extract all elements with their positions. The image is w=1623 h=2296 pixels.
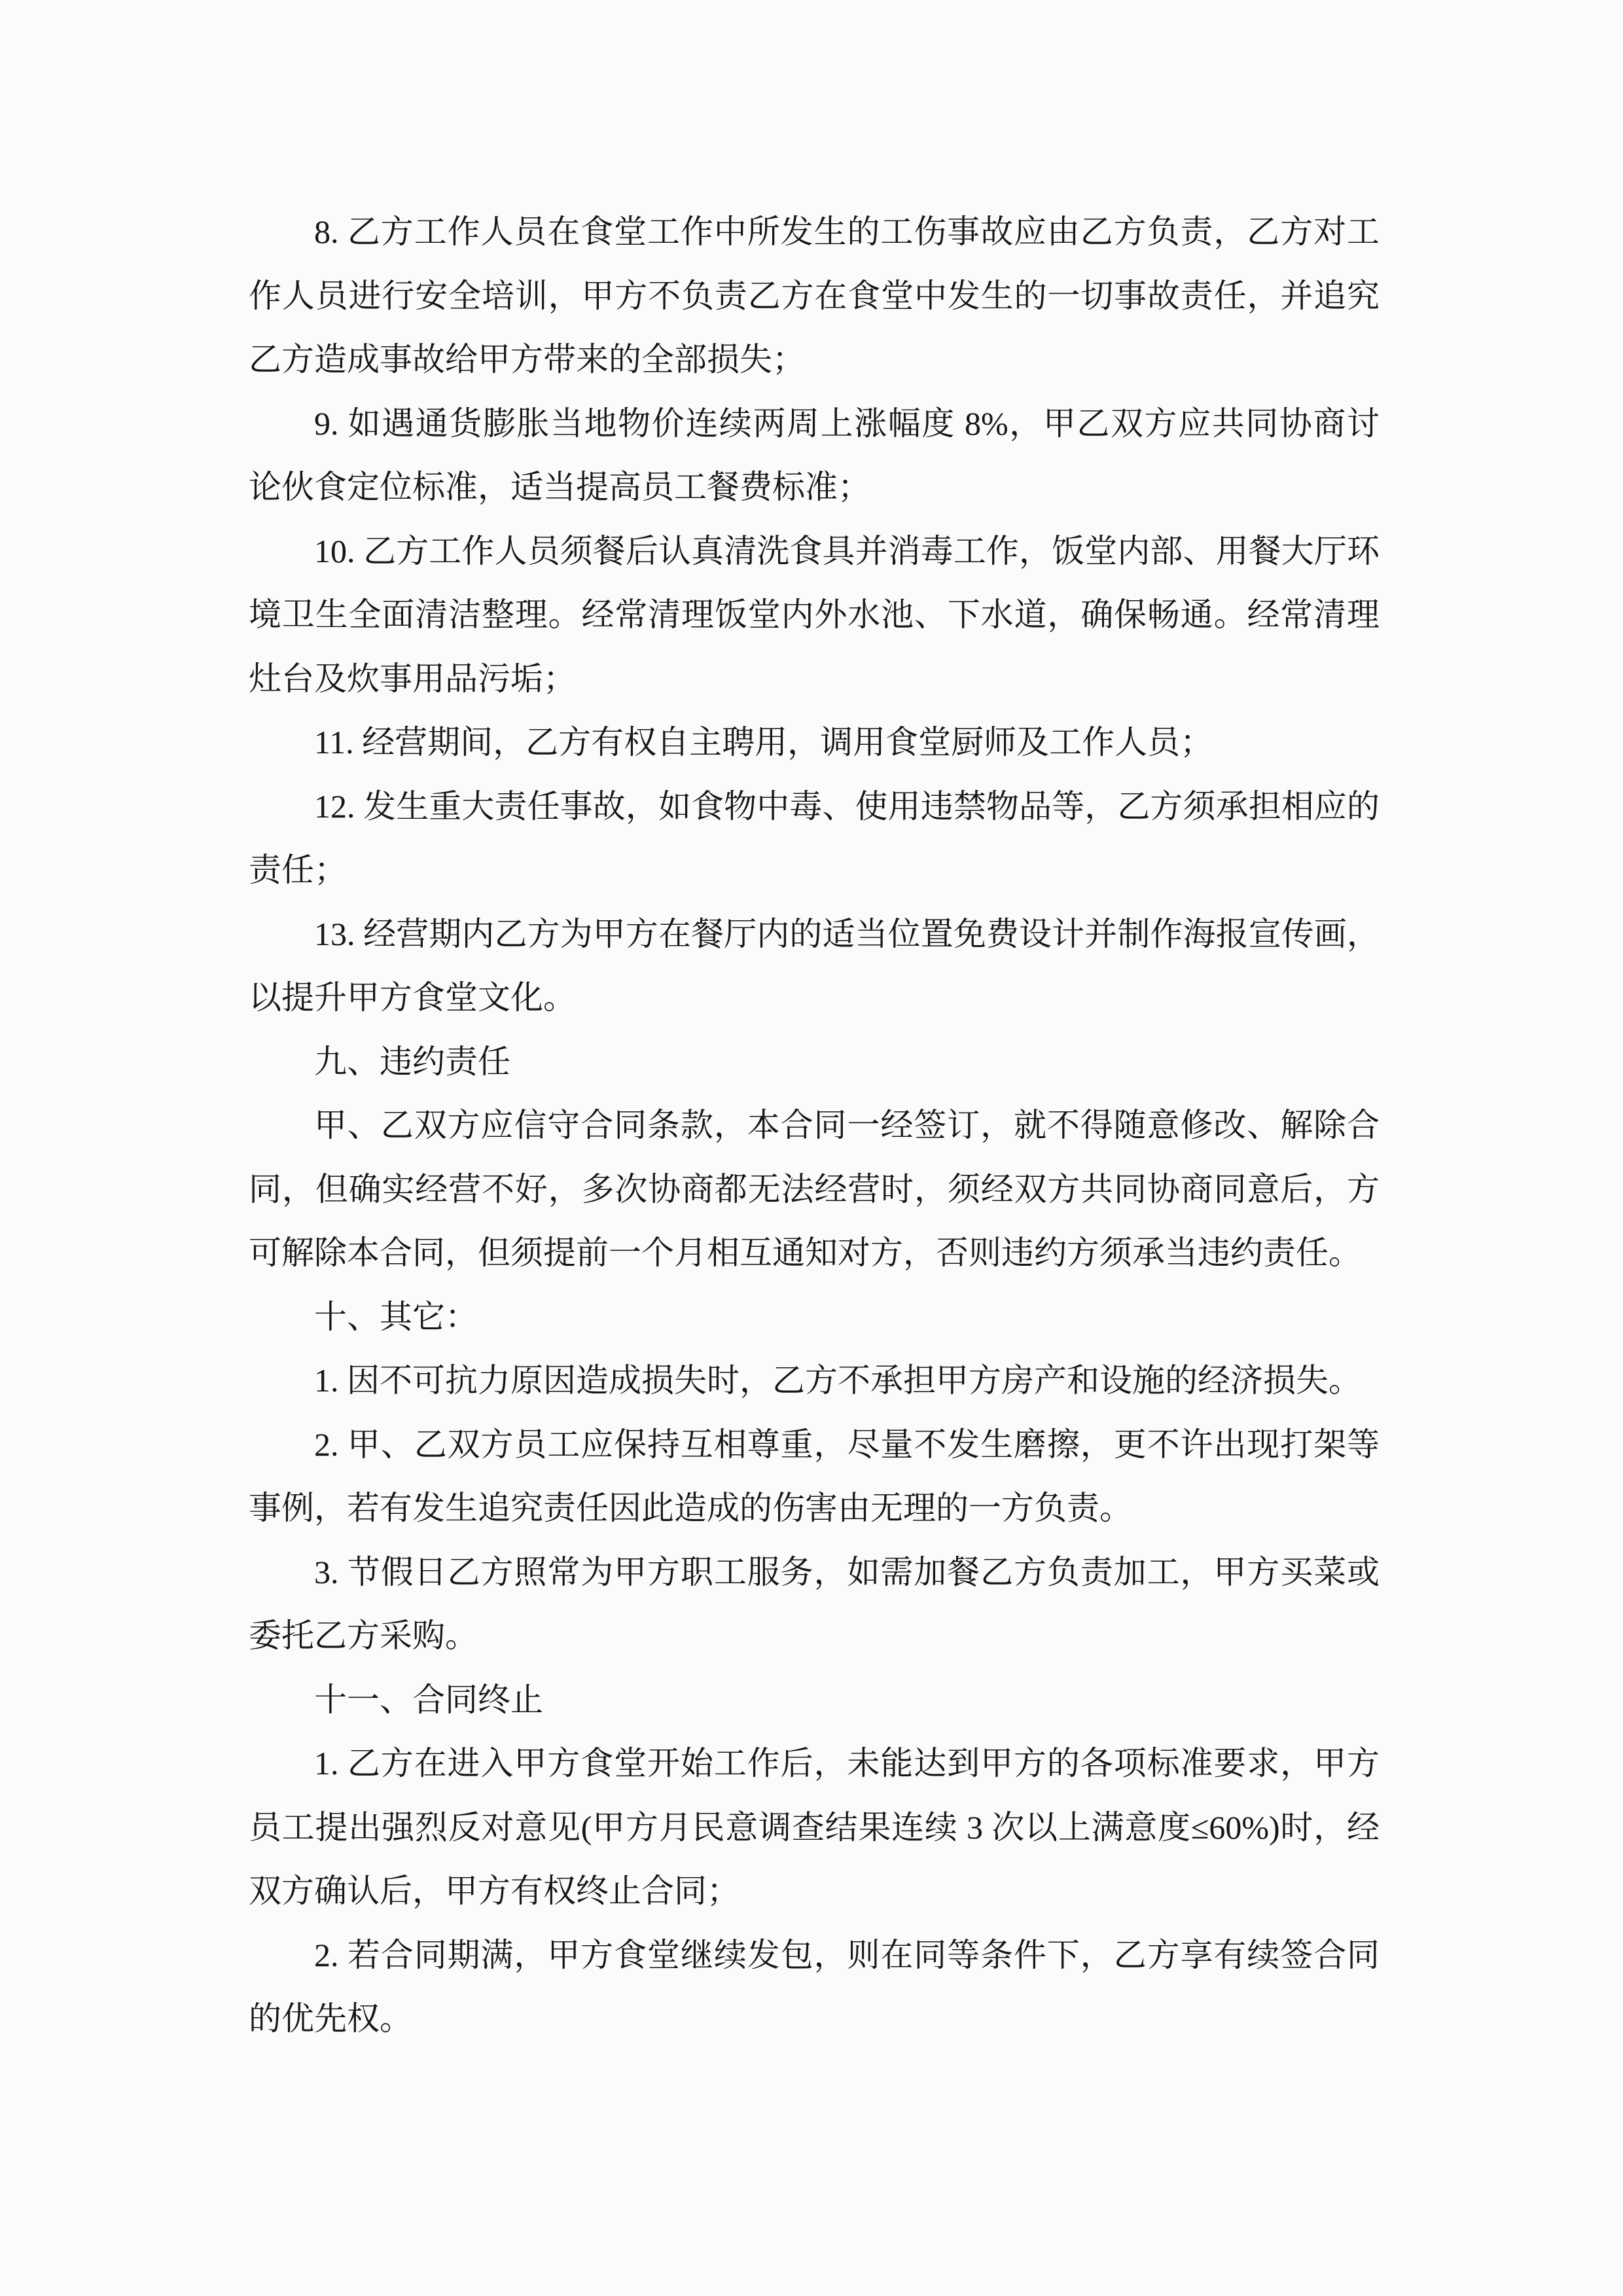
contract-paragraph: 3. 节假日乙方照常为甲方职工服务，如需加餐乙方负责加工，甲方买菜或委托乙方采购。 [249,1553,1380,1654]
contract-paragraph: 2. 甲、乙双方员工应保持互相尊重，尽量不发生磨擦，更不许出现打架等事例，若有发生追究责任因此造成的伤害由无理的一方负责。 [249,1426,1380,1526]
contract-paragraph: 13. 经营期内乙方为甲方在餐厅内的适当位置免费设计并制作海报宣传画，以提升甲方食堂文化。 [249,915,1380,1016]
contract-text-block [249,200,1380,2051]
contract-paragraph: 1. 乙方在进入甲方食堂开始工作后，未能达到甲方的各项标准要求，甲方员工提出强烈反对意见(甲方月民意调查结果连续 3 次以上满意度≤60%)时，经双方确认后，甲方有权终止合同； [249,1745,1380,1909]
contract-paragraph: 12. 发生重大责任事故，如食物中毒、使用违禁物品等，乙方须承担相应的责任； [249,787,1380,888]
contract-paragraph: 11. 经营期间，乙方有权自主聘用，调用食堂厨师及工作人员； [314,724,1213,761]
contract-paragraph: 8. 乙方工作人员在食堂工作中所发生的工伤事故应由乙方负责，乙方对工作人员进行安全培训，甲方不负责乙方在食堂中发生的一切事故责任，并追究乙方造成事故给甲方带来的全部损失； [249,213,1380,378]
contract-paragraph: 九、违约责任 [314,1043,510,1080]
contract-paragraph: 甲、乙双方应信守合同条款，本合同一经签订，就不得随意修改、解除合同，但确实经营不好，多次协商都无法经营时，须经双方共同协商同意后，方可解除本合同，但须提前一个月相互通知对方，否则违约方须承当违约责任。 [249,1107,1380,1271]
contract-paragraph: 十一、合同终止 [314,1681,543,1718]
contract-paragraph: 1. 因不可抗力原因造成损失时，乙方不承担甲方房产和设施的经济损失。 [314,1362,1361,1399]
contract-paragraph: 2. 若合同期满，甲方食堂继续发包，则在同等条件下，乙方享有续签合同的优先权。 [249,1936,1380,2037]
contract-paragraph: 9. 如遇通货膨胀当地物价连续两周上涨幅度 8%，甲乙双方应共同协商讨论伙食定位标准，适当提高员工餐费标准； [249,404,1380,505]
contract-paragraph: 10. 乙方工作人员须餐后认真清洗食具并消毒工作，饭堂内部、用餐大厅环境卫生全面清洁整理。经常清理饭堂内外水池、下水道，确保畅通。经常清理灶台及炊事用品污垢； [249,532,1380,697]
contract-paragraph: 十、其它： [314,1298,478,1335]
